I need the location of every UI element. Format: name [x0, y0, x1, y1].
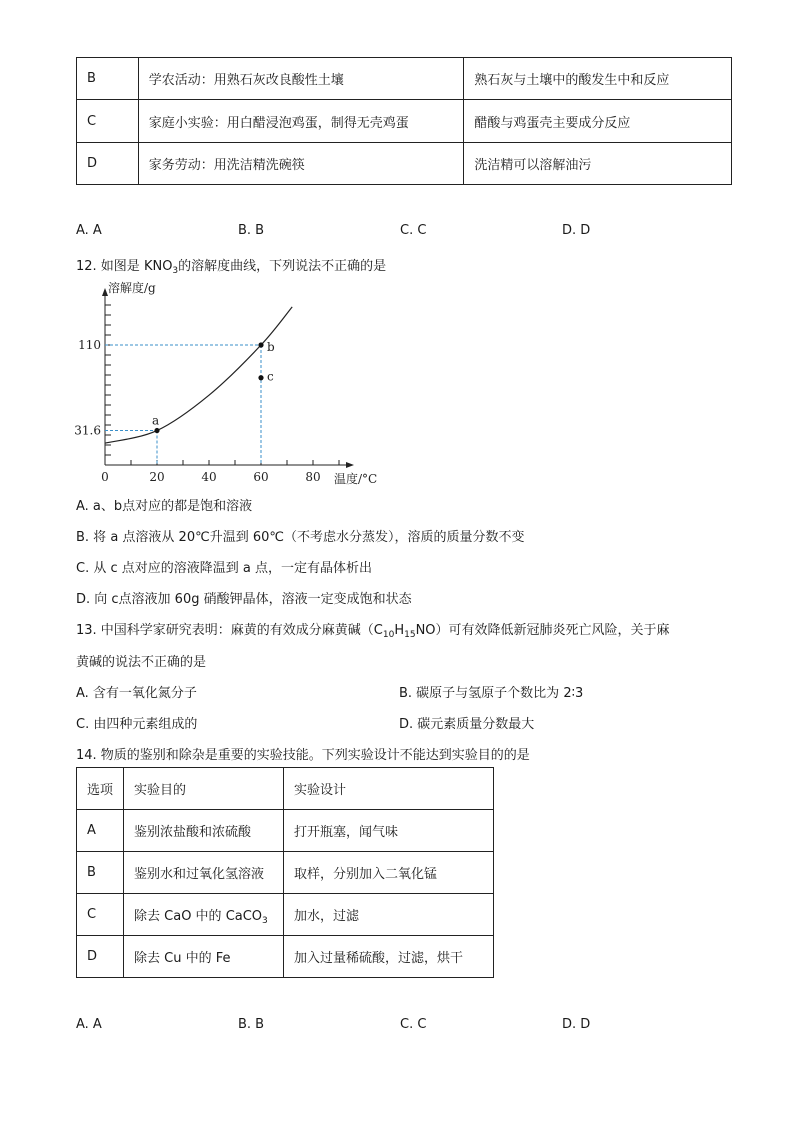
q12-option-d[interactable]: D. 向 c点溶液加 60g 硝酸钾晶体，溶液一定变成饱和状态: [76, 592, 412, 607]
row-reason: 熟石灰与土壤中的酸发生中和反应: [464, 58, 732, 100]
row-purpose: 鉴别水和过氧化氢溶液: [124, 852, 284, 894]
row-design: 取样，分别加入二氧化锰: [283, 852, 493, 894]
q13-stem-h: H: [394, 623, 405, 638]
row-design: 打开瓶塞，闻气味: [283, 810, 493, 852]
header-option: 选项: [77, 768, 124, 810]
q11-option-d[interactable]: D. D: [562, 223, 591, 238]
point-c: [258, 375, 263, 380]
x-tick-label: 20: [149, 470, 165, 484]
row-purpose-subscript: 3: [262, 916, 268, 926]
row-label: C: [77, 894, 124, 936]
table-row: [77, 894, 494, 936]
q13-stem-line2: 黄碱的说法不正确的是: [76, 655, 207, 670]
q11-option-c[interactable]: C. C: [400, 223, 427, 238]
row-reason: 醋酸与鸡蛋壳主要成分反应: [464, 100, 732, 143]
x-tick-label: 40: [201, 470, 217, 484]
q12-option-a[interactable]: A. a、b点对应的都是饱和溶液: [76, 499, 253, 514]
row-design: 加入过量稀硫酸，过滤，烘干: [283, 936, 493, 978]
row-label: A: [77, 810, 124, 852]
q12-stem: [76, 255, 386, 274]
q11-option-a[interactable]: A. A: [76, 223, 102, 238]
table-row: [77, 936, 494, 978]
q13-subscript-h: 15: [404, 630, 416, 640]
table-row: [77, 852, 494, 894]
q14-option-a[interactable]: A. A: [76, 1017, 102, 1032]
q14-table: [76, 767, 494, 978]
row-item: 学农活动：用熟石灰改良酸性土壤: [138, 58, 464, 100]
row-item: 家务劳动：用洗洁精洗碗筷: [138, 143, 464, 185]
row-label: D: [77, 143, 139, 185]
point-label-b: b: [267, 340, 275, 354]
row-label: B: [77, 852, 124, 894]
point-label-c: c: [267, 369, 274, 384]
q12-stem-text-2: 的溶解度曲线，下列说法不正确的是: [178, 259, 387, 274]
row-purpose: 除去 Cu 中的 Fe: [124, 936, 284, 978]
q14-option-c[interactable]: C. C: [400, 1017, 427, 1032]
row-item: 家庭小实验：用白醋浸泡鸡蛋，制得无壳鸡蛋: [138, 100, 464, 143]
q12-option-c[interactable]: C. 从 c 点对应的溶液降温到 a 点，一定有晶体析出: [76, 561, 372, 576]
table-row: [77, 810, 494, 852]
q13-stem-line1: [76, 619, 670, 638]
row-label: D: [77, 936, 124, 978]
q12-option-b[interactable]: B. 将 a 点溶液从 20℃升温到 60℃（不考虑水分蒸发），溶质的质量分数不变: [76, 530, 525, 545]
q11-option-b[interactable]: B. B: [238, 223, 265, 238]
q14-option-b[interactable]: B. B: [238, 1017, 265, 1032]
x-tick-label: 60: [253, 470, 269, 484]
q13-option-b[interactable]: B. 碳原子与氢原子个数比为 2∶3: [399, 686, 584, 701]
solubility-curve: [105, 307, 292, 443]
q13-option-a[interactable]: A. 含有一氧化氮分子: [76, 686, 197, 701]
q12-stem-subscript: 3: [172, 266, 179, 276]
row-purpose-text: 除去 CaO 中的 CaCO: [134, 909, 263, 924]
y-axis-label: 溶解度/g: [108, 281, 156, 295]
q13-option-c[interactable]: C. 由四种元素组成的: [76, 717, 198, 732]
x-axis-arrow: [346, 462, 354, 468]
row-design: 加水，过滤: [283, 894, 493, 936]
q13-subscript-c: 10: [382, 630, 395, 640]
q13-stem-text-2: NO）可有效降低新冠肺炎死亡风险，关于麻: [415, 623, 670, 638]
q14-stem: 14. 物质的鉴别和除杂是重要的实验技能。下列实验设计不能达到实验目的的是: [76, 748, 530, 763]
header-purpose: 实验目的: [124, 768, 284, 810]
y-tick-label: 110: [78, 338, 101, 352]
table-row: [77, 100, 732, 143]
x-tick-label: 80: [305, 470, 321, 484]
row-purpose: 鉴别浓盐酸和浓硫酸: [124, 810, 284, 852]
table-row: [77, 143, 732, 185]
q13-option-d[interactable]: D. 碳元素质量分数最大: [399, 717, 535, 732]
q12-stem-text: 12. 如图是 KNO: [76, 259, 173, 274]
x-axis-label: 温度/°C: [334, 472, 378, 486]
point-label-a: a: [152, 413, 160, 428]
point-a: [154, 428, 159, 433]
header-design: 实验设计: [283, 768, 493, 810]
x-tick-label: 0: [101, 470, 109, 484]
table-row: [77, 58, 732, 100]
solubility-chart: [70, 280, 400, 490]
row-label: C: [77, 100, 139, 143]
row-label: B: [77, 58, 139, 100]
q13-stem-text: 13. 中国科学家研究表明：麻黄的有效成分麻黄碱（C: [76, 623, 383, 638]
table-header-row: [77, 768, 494, 810]
y-tick-label: 31.6: [74, 423, 101, 438]
row-reason: 洗洁精可以溶解油污: [464, 143, 732, 185]
row-purpose: [124, 894, 284, 936]
q14-option-d[interactable]: D. D: [562, 1017, 591, 1032]
point-b: [258, 342, 263, 347]
q11-table: [76, 57, 732, 185]
